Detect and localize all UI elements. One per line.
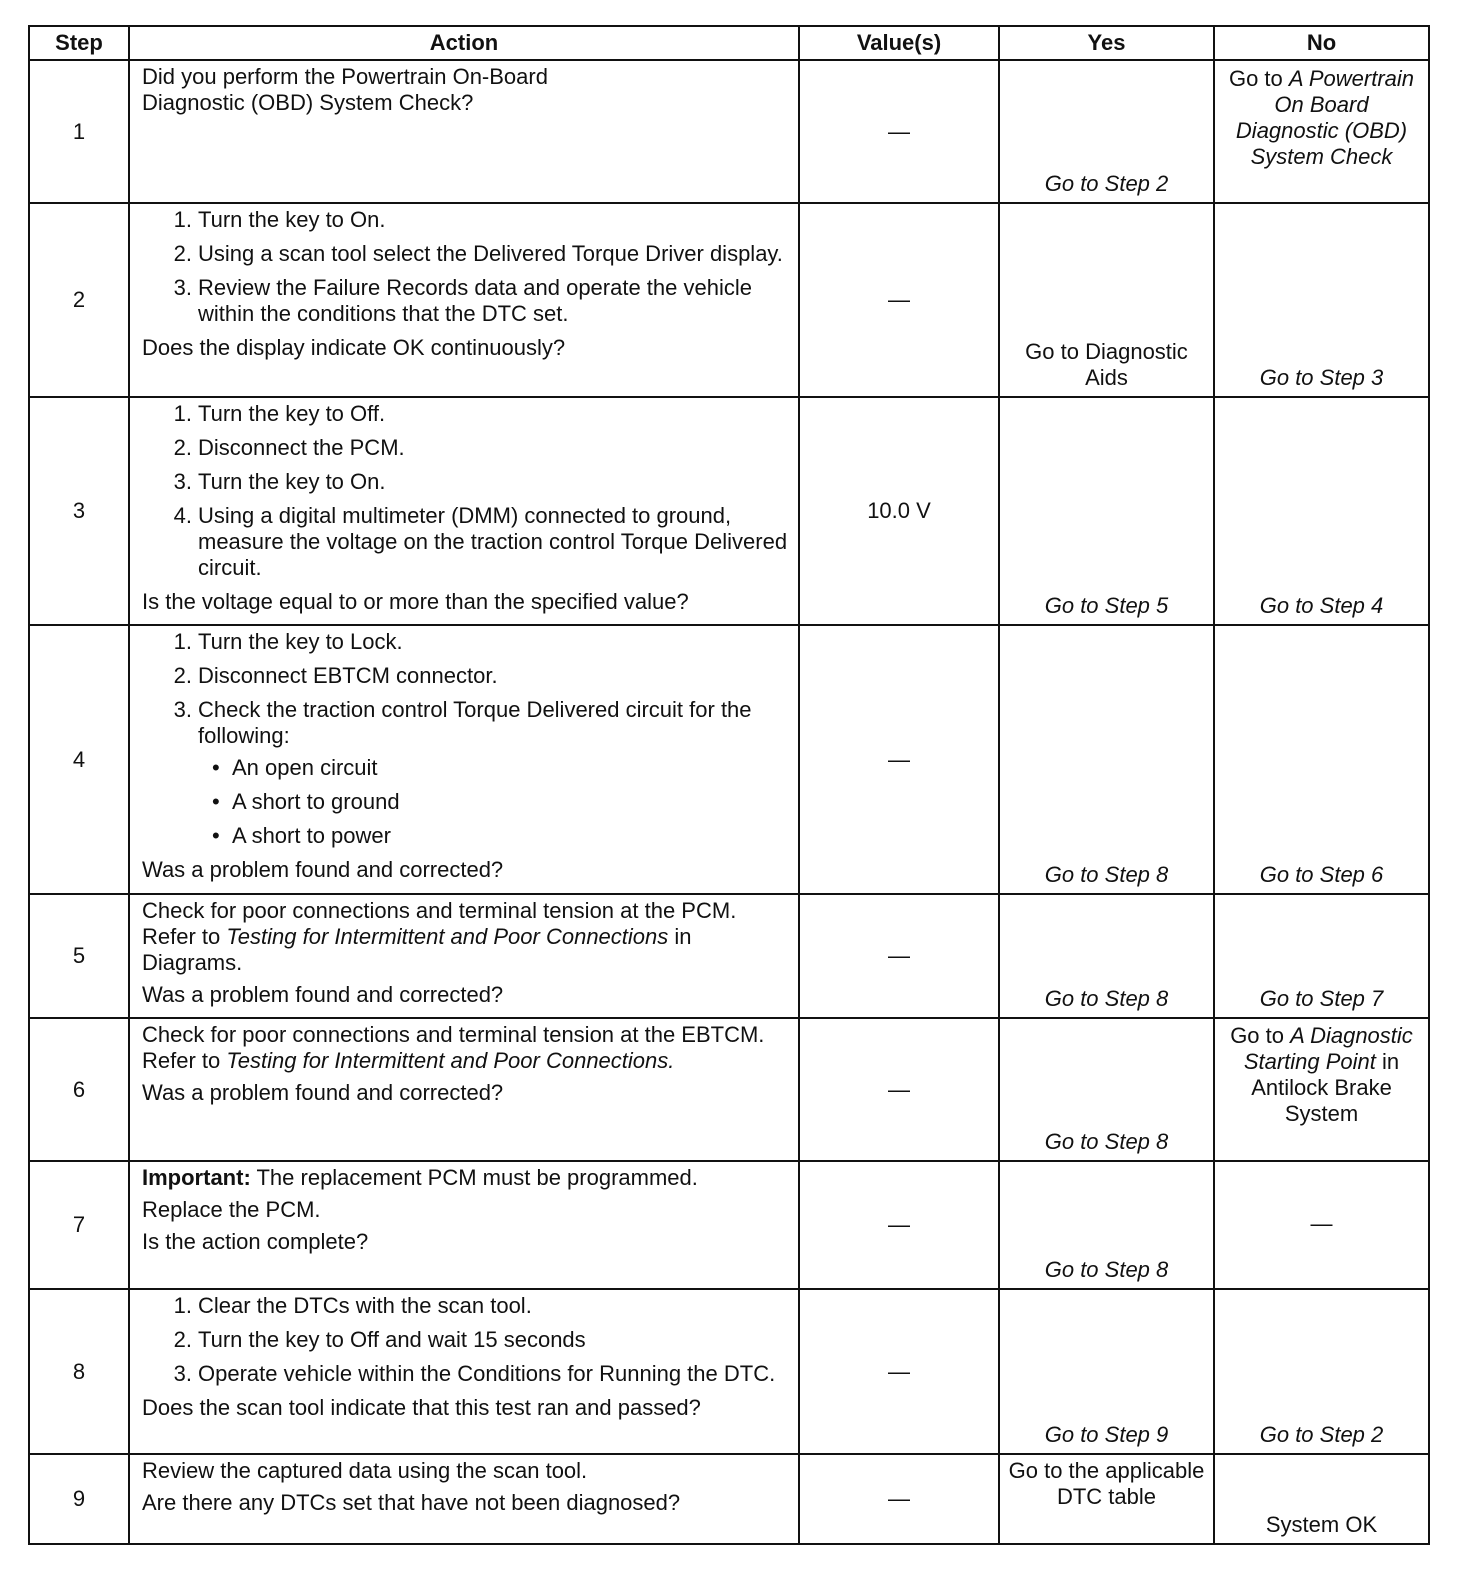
item-text: Turn the key to On. (198, 469, 386, 494)
item-text: Turn the key to Lock. (198, 629, 403, 654)
yes-link[interactable]: Go to Step 5 (1044, 593, 1169, 618)
action-cell (129, 203, 799, 397)
reference-link[interactable]: Testing for Intermittent and Poor Connections. (226, 1048, 675, 1073)
action-list (142, 207, 788, 327)
header-action: Action (129, 26, 799, 60)
table-row (29, 1289, 1429, 1454)
step-number: 3 (29, 397, 129, 625)
no-cell (1214, 1454, 1429, 1544)
bullet-item: • A short to power (232, 823, 788, 849)
action-question: Was a problem found and corrected? (142, 857, 504, 882)
list-item (173, 663, 788, 689)
item-number: 2. (173, 1327, 192, 1352)
no-link[interactable]: Go to Step 7 (1259, 986, 1384, 1011)
step-number: 1 (29, 60, 129, 203)
yes-link[interactable]: Go to Step 8 (1044, 1257, 1169, 1282)
action-text: Replace the PCM. (142, 1197, 321, 1222)
value-cell: — (799, 1161, 999, 1289)
header-no: No (1214, 26, 1429, 60)
table-row (29, 1454, 1429, 1544)
action-list (142, 1293, 788, 1387)
item-number: 1. (173, 629, 192, 654)
text-part: Check for poor connections and terminal tension at the EBTCM. Refer to (142, 1022, 765, 1073)
header-row (29, 26, 1429, 60)
action-cell (129, 1161, 799, 1289)
header-values: Value(s) (799, 26, 999, 60)
action-text (142, 898, 788, 976)
table-row (29, 203, 1429, 397)
step-number: 9 (29, 1454, 129, 1544)
action-question: Was a problem found and corrected? (142, 982, 504, 1007)
action-cell (129, 1289, 799, 1454)
no-cell (1214, 60, 1429, 203)
action-cell (129, 397, 799, 625)
yes-cell (999, 1454, 1214, 1544)
action-question: Does the display indicate OK continuously? (142, 335, 566, 360)
action-cell (129, 894, 799, 1018)
action-text: Review the captured data using the scan tool. (142, 1458, 588, 1483)
item-number: 1. (173, 207, 192, 232)
no-link[interactable]: Go to Step 2 (1259, 1422, 1384, 1447)
step-number: 8 (29, 1289, 129, 1454)
step-number: 2 (29, 203, 129, 397)
list-item (173, 629, 788, 655)
bullet-item: • A short to ground (232, 789, 788, 815)
header-yes: Yes (999, 26, 1214, 60)
action-list (142, 629, 788, 849)
no-cell: — (1214, 1161, 1429, 1289)
bullet-item: • An open circuit (232, 755, 788, 781)
step-number: 6 (29, 1018, 129, 1161)
list-item (173, 1293, 788, 1319)
table-row (29, 625, 1429, 894)
no-link[interactable]: Go to Step 6 (1259, 862, 1384, 887)
item-number: 3. (173, 469, 192, 494)
action-question: Does the scan tool indicate that this test ran and passed? (142, 1395, 701, 1420)
action-cell (129, 60, 799, 203)
list-item (173, 469, 788, 495)
text-part: in Diagrams. (142, 924, 692, 975)
action-list (142, 401, 788, 581)
item-text: Using a digital multimeter (DMM) connected to ground, measure the voltage on the traction control Torque Delivered circuit. (198, 503, 788, 580)
value-cell: — (799, 1289, 999, 1454)
table-row (29, 397, 1429, 625)
item-number: 1. (173, 1293, 192, 1318)
item-text: Review the Failure Records data and operate the vehicle within the conditions that the DTC set. (198, 275, 752, 326)
item-text: Check the traction control Torque Delivered circuit for the following: (198, 697, 752, 748)
list-item (173, 435, 788, 461)
item-number: 3. (173, 275, 192, 300)
list-item (173, 275, 788, 327)
item-text: Using a scan tool select the Delivered Torque Driver display. (198, 241, 783, 266)
item-text: Operate vehicle within the Conditions for Running the DTC. (198, 1361, 776, 1386)
list-item (173, 697, 788, 849)
yes-cell (999, 1018, 1214, 1161)
no-cell (1214, 894, 1429, 1018)
action-question: Is the action complete? (142, 1229, 369, 1254)
action-cell (129, 625, 799, 894)
table-row (29, 894, 1429, 1018)
item-number: 1. (173, 401, 192, 426)
item-number: 3. (173, 697, 192, 722)
no-prefix: Go to (1228, 66, 1289, 91)
no-link[interactable]: A Diagnostic Starting Point (1243, 1023, 1413, 1074)
no-cell (1214, 1018, 1429, 1161)
item-number: 3. (173, 1361, 192, 1386)
yes-cell (999, 397, 1214, 625)
yes-link[interactable]: Go to Step 8 (1044, 1129, 1169, 1154)
no-result: System OK (1265, 1512, 1378, 1537)
yes-cell (999, 894, 1214, 1018)
no-cell (1214, 397, 1429, 625)
item-number: 4. (173, 503, 192, 528)
diagnostic-table (28, 25, 1430, 1545)
item-text: Clear the DTCs with the scan tool. (198, 1293, 532, 1318)
item-number: 2. (173, 241, 192, 266)
item-text: Turn the key to Off. (198, 401, 386, 426)
step-number: 5 (29, 894, 129, 1018)
reference-link[interactable]: Testing for Intermittent and Poor Connections (226, 924, 669, 949)
action-question: Did you perform the Powertrain On-Board Diagnostic (OBD) System Check? (142, 64, 548, 115)
no-link[interactable]: Go to Step 3 (1259, 365, 1384, 390)
yes-link[interactable]: Go to Step 8 (1044, 862, 1169, 887)
no-suffix: in Antilock Brake System (1251, 1049, 1400, 1126)
value-cell: — (799, 1018, 999, 1161)
value-cell: — (799, 625, 999, 894)
action-cell (129, 1018, 799, 1161)
action-question: Are there any DTCs set that have not been diagnosed? (142, 1490, 681, 1515)
value-cell: — (799, 894, 999, 1018)
no-link[interactable]: A Powertrain On Board Diagnostic (OBD) System Check (1235, 66, 1415, 169)
header-step: Step (29, 26, 129, 60)
yes-link[interactable]: Go to the applicable DTC table (1008, 1458, 1205, 1509)
no-cell (1214, 625, 1429, 894)
action-text (142, 1022, 788, 1074)
yes-cell (999, 60, 1214, 203)
yes-cell (999, 625, 1214, 894)
important-note (142, 1165, 788, 1191)
list-item (173, 207, 788, 233)
step-number: 4 (29, 625, 129, 894)
yes-link[interactable]: Go to Step 8 (1044, 986, 1169, 1011)
item-number: 2. (173, 435, 192, 460)
table-row (29, 1161, 1429, 1289)
item-number: 2. (173, 663, 192, 688)
table-row (29, 1018, 1429, 1161)
no-cell (1214, 1289, 1429, 1454)
bullet-list (198, 755, 788, 849)
important-label: Important: (142, 1165, 251, 1190)
yes-link[interactable]: Go to Diagnostic Aids (1025, 339, 1188, 390)
no-cell (1214, 203, 1429, 397)
item-text: Turn the key to On. (198, 207, 386, 232)
action-question: Was a problem found and corrected? (142, 1080, 504, 1105)
important-text: The replacement PCM must be programmed. (250, 1165, 698, 1190)
value-cell: 10.0 V (799, 397, 999, 625)
no-link[interactable]: Go to Step 4 (1259, 593, 1384, 618)
yes-cell (999, 1289, 1214, 1454)
value-cell: — (799, 203, 999, 397)
list-item (173, 1361, 788, 1387)
yes-cell (999, 1161, 1214, 1289)
list-item (173, 1327, 788, 1353)
table-row (29, 60, 1429, 203)
item-text: Disconnect the PCM. (198, 435, 405, 460)
text-part: Check for poor connections and terminal tension at the PCM. Refer to (142, 898, 737, 949)
item-text: Turn the key to Off and wait 15 seconds (198, 1327, 586, 1352)
action-cell (129, 1454, 799, 1544)
value-cell: — (799, 60, 999, 203)
yes-link[interactable]: Go to Step 9 (1044, 1422, 1169, 1447)
yes-link[interactable]: Go to Step 2 (1044, 171, 1169, 196)
item-text: Disconnect EBTCM connector. (198, 663, 498, 688)
list-item (173, 503, 788, 581)
value-cell: — (799, 1454, 999, 1544)
yes-cell (999, 203, 1214, 397)
step-number: 7 (29, 1161, 129, 1289)
list-item (173, 401, 788, 427)
list-item (173, 241, 788, 267)
no-prefix: Go to (1230, 1023, 1291, 1048)
action-question: Is the voltage equal to or more than the specified value? (142, 589, 689, 614)
